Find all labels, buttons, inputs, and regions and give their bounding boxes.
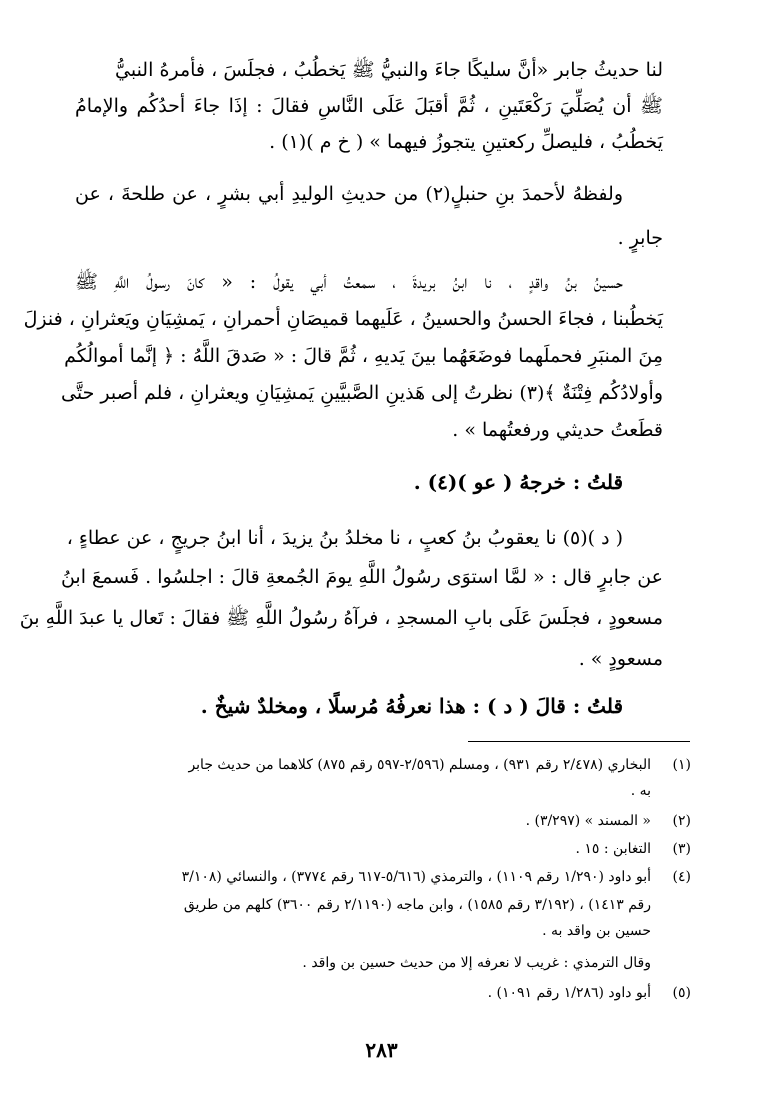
footnote-text: أبو داود (١/٢٨٦ رقم ١٠٩١) . bbox=[487, 985, 651, 1001]
body-line: مسعودٍ ، فجلَسَ عَلَى بابِ المسجدِ ، فرآهُ رسُولُ اللَّهِ ﷺ فقالَ : تَعال يا عبدَ اللَّهِ بنَ bbox=[19, 607, 663, 629]
footnote-text: « المسند » (٣/٢٩٧) . bbox=[525, 813, 651, 829]
body-line: يَخطُبنا ، فجاءَ الحسنُ والحسينُ ، عَلَيهما قميصَانِ أحمرانِ ، يَمشِيَانِ ويَعثرانِ ، فنزلَ bbox=[23, 308, 663, 330]
body-line: مسعودٍ » . bbox=[578, 648, 663, 670]
body-line: ( د )(٥) نا يعقوبُ بنُ كعبٍ ، نا مخلدُ بنُ يزيدَ ، أنا ابنُ جريجٍ ، عن عطاءٍ ، bbox=[66, 527, 623, 549]
footnote-number: (٣) bbox=[672, 841, 691, 857]
footnote-number: (٥) bbox=[672, 985, 691, 1001]
footnote-text: به . bbox=[630, 783, 651, 799]
body-line: حسينُ بنُ واقدٍ ، نا ابنُ بريدةَ ، سمعتُ أبي يقولُ : « كانَ رسولُ اللَّهِ ﷺ bbox=[75, 271, 623, 293]
note-heading: قلتُ : قالَ ( د ) : هذا نعرفُهُ مُرسلًا ، ومخلدٌ شيخٌ . bbox=[200, 694, 623, 718]
body-line: عن جابرٍ قال : « لمَّا استوَى رسُولُ اللَّهِ يومَ الجُمعةِ قالَ : اجلسُوا . فَسمعَ ابنُ bbox=[60, 566, 663, 588]
body-line: قطَعتُ حديثي ورفعتُهما » . bbox=[452, 419, 663, 441]
footnote-text: التغابن : ١٥ . bbox=[575, 841, 651, 857]
footnote-text: أبو داود (١/٢٩٠ رقم ١١٠٩) ، والترمذي (٥/٦١٦-٦١٧ رقم ٣٧٧٤) ، والنسائي (٣/١٠٨ bbox=[181, 869, 651, 885]
footnote-number: (١) bbox=[672, 757, 691, 773]
page-number: ٢٨٣ bbox=[365, 1038, 398, 1062]
footnote-number: (٤) bbox=[672, 869, 691, 885]
body-line: يَخطُبُ ، فليصلِّ ركعتينِ يتجوزُ فيهما » ( خ م )(١) . bbox=[269, 131, 663, 153]
body-line: ﷺ أن يُصَلِّيَ رَكْعَتَينِ ، ثُمَّ أقبَلَ عَلَى النَّاسِ فقالَ : إذَا جاءَ أحدُكُم والإمامُ bbox=[75, 95, 663, 117]
note-heading: قلتُ : خرجهُ ( عو )(٤) . bbox=[413, 470, 623, 494]
footnote-text: وقال الترمذي : غريب لا نعرفه إلا من حديث حسين بن واقد . bbox=[302, 955, 651, 971]
body-line: جابرٍ . bbox=[617, 227, 663, 249]
footnote-separator bbox=[468, 741, 690, 742]
footnote-number: (٢) bbox=[672, 813, 691, 829]
footnote-text: حسين بن واقد به . bbox=[542, 923, 651, 939]
body-line: مِنَ المنبَرِ فحملَهما فوضَعَهُما بينَ يَديهِ ، ثُمَّ قالَ : « صَدقَ اللَّهُ : ﴿ إنَّما أموالُكُم bbox=[64, 345, 663, 367]
body-line: وأولادُكُم فِتْنَةٌ ﴾(٣) نظرتُ إلى هَذينِ الصَّبيَّينِ يَمشِيَانِ ويعثرانِ ، فلم أصبر حتَّى bbox=[61, 382, 663, 404]
footnote-text: رقم ١٤١٣) ، (٣/١٩٢ رقم ١٥٨٥) ، وابن ماجه (٢/١١٩٠ رقم ٣٦٠٠) كلهم من طريق bbox=[183, 897, 651, 913]
body-line: ولفظهُ لأحمدَ بنِ حنبلٍ(٢) من حديثِ الوليدِ أبي بشرٍ ، عن طلحةَ ، عن bbox=[75, 183, 624, 205]
footnote-text: البخاري (٢/٤٧٨ رقم ٩٣١) ، ومسلم (٢/٥٩٦-٥٩٧ رقم ٨٧٥) كلاهما من حديث جابر bbox=[188, 757, 651, 773]
body-line: لنا حديثُ جابر «أنَّ سليكًا جاءَ والنبيُّ ﷺ يَخطُبُ ، فجلَسَ ، فأمرهُ النبيُّ bbox=[115, 59, 663, 81]
